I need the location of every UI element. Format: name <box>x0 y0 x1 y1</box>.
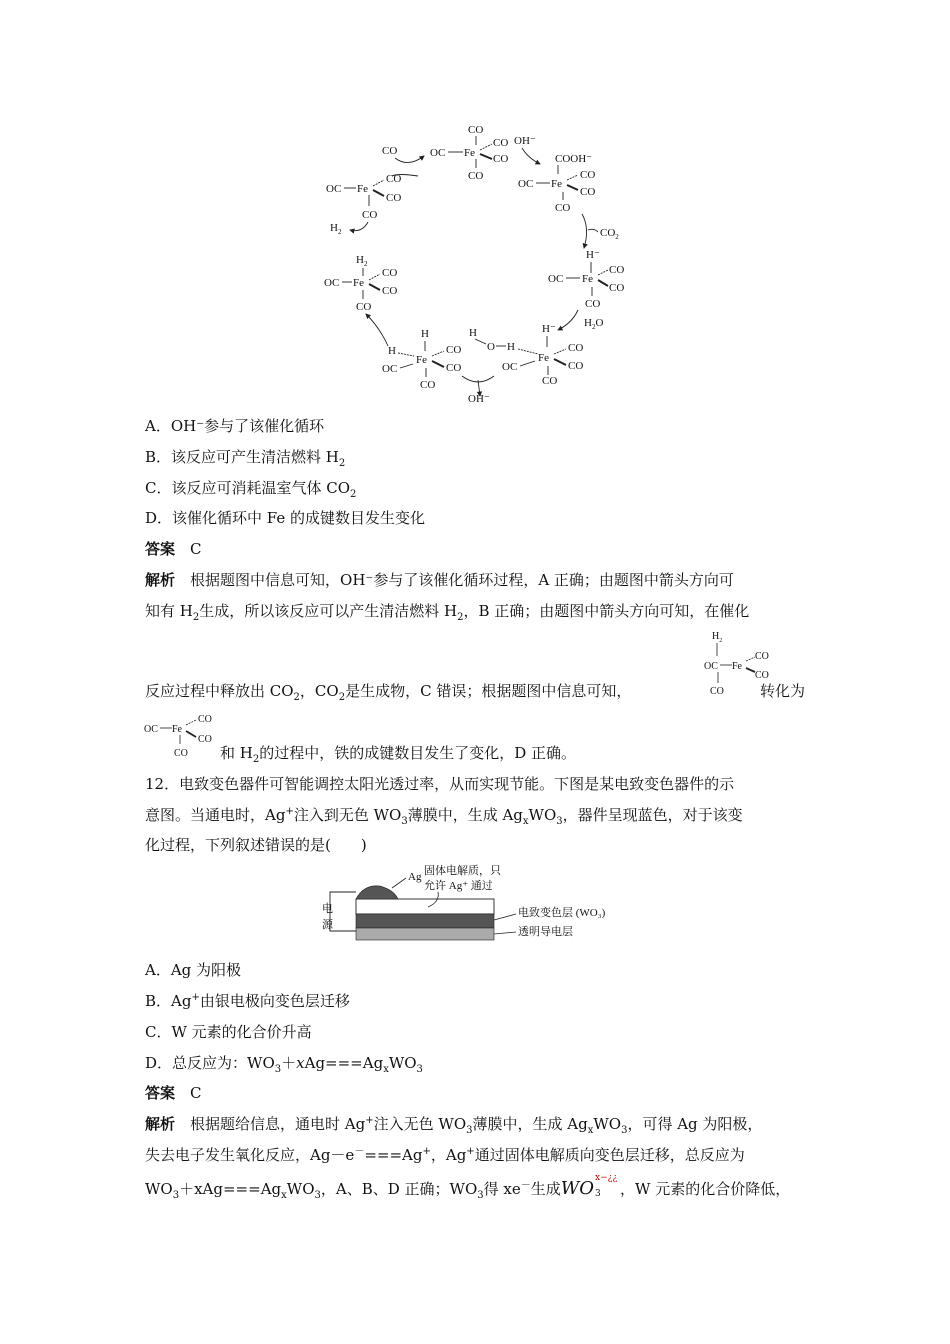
svg-text:CO: CO <box>493 137 509 149</box>
svg-text:Fe: Fe <box>732 661 742 672</box>
q12-option-b: B．Ag+由银电极向变色层迁移 <box>145 992 350 1010</box>
svg-text:Fe: Fe <box>551 178 562 190</box>
svg-text:CO: CO <box>609 264 625 276</box>
svg-text:CO: CO <box>468 170 484 182</box>
svg-text:Fe: Fe <box>464 147 475 159</box>
q11-analysis-line-1: 解析 根据题图中信息可知，OH⁻参与了该催化循环过程，A 正确；由题图中箭头方向可 <box>145 571 734 589</box>
svg-text:OC: OC <box>704 661 718 672</box>
svg-text:源: 源 <box>322 919 333 931</box>
oh-out: OH⁻ <box>468 393 490 405</box>
svg-text:允许 Ag⁺ 通过: 允许 Ag⁺ 通过 <box>424 880 493 892</box>
q11-analysis-line-3: 反应过程中释放出 $CO_2$，$CO_2$是生成物，C 错误；根据题图中信息可知， <box>145 682 632 703</box>
svg-text:CO: CO <box>493 153 509 165</box>
svg-text:H: H <box>421 328 429 340</box>
q12-option-c: C．W 元素的化合价升高 <box>145 1023 312 1041</box>
svg-text:CO: CO <box>386 173 402 185</box>
svg-text:OC: OC <box>518 178 534 190</box>
complex-lower-right <box>502 323 583 387</box>
q12-stem-line-2: 意图。当通电时，Ag+注入到无色 $WO_3$薄膜中，生成 $Ag_xWO_3$，器件呈现蓝色，对于该变 <box>145 806 743 827</box>
svg-text:Ag: Ag <box>408 871 422 883</box>
q12-stem-line-1: 12．电致变色器件可智能调控太阳光透过率，从而实现节能。下图是某电致变色器件的示 <box>145 775 735 793</box>
complex-lower-left <box>382 328 461 391</box>
h2o-in: $H_2O$ <box>584 317 604 331</box>
svg-text:电致变色层 (WO₃): 电致变色层 (WO₃) <box>518 907 606 919</box>
svg-text:CO: CO <box>446 344 462 356</box>
svg-text:CO: CO <box>609 282 625 294</box>
q12-analysis-line-2: 失去电子发生氧化反应，Ag－e－===Ag+，Ag+通过固体电解质向变色层迁移，总反应为 <box>145 1146 745 1164</box>
svg-text:固体电解质，只: 固体电解质，只 <box>424 865 501 877</box>
q12-option-d: D．总反应为：$WO_3+xAg===Ag_xWO_3$ <box>145 1054 423 1075</box>
svg-text:H: H <box>469 327 477 339</box>
h2-out: $H_2$ <box>330 222 342 236</box>
svg-text:CO: CO <box>174 748 188 759</box>
svg-text:CO: CO <box>382 267 398 279</box>
svg-text:CO: CO <box>468 124 484 136</box>
svg-text:CO: CO <box>386 192 402 204</box>
svg-text:CO: CO <box>580 186 596 198</box>
q11-analysis-line-4: 和 $H_2$的过程中，铁的成键数目发生了变化，D 正确。 <box>220 744 577 765</box>
svg-text:Fe: Fe <box>357 183 368 195</box>
svg-text:OC: OC <box>144 724 158 735</box>
q12-option-a: A．Ag 为阳极 <box>145 961 242 979</box>
svg-text:Fe: Fe <box>353 277 364 289</box>
svg-text:H: H <box>388 345 396 357</box>
q11-analysis-line-2: 知有 $H_2$生成，所以该反应可以产生清洁燃料 $H_2$，B 正确；由题图中箭头方向可知，在催化 <box>145 602 750 623</box>
svg-text:CO: CO <box>585 298 601 310</box>
svg-text:OH⁻: OH⁻ <box>514 135 536 147</box>
svg-text:H⁻: H⁻ <box>586 249 600 261</box>
svg-text:OC: OC <box>326 183 342 195</box>
svg-text:CO: CO <box>420 379 436 391</box>
svg-text:OC: OC <box>324 277 340 289</box>
q11-answer: 答案 C <box>145 540 202 558</box>
water-bridge <box>469 327 515 353</box>
svg-text:OC: OC <box>548 273 564 285</box>
incoming-co: CO <box>382 145 398 157</box>
svg-text:电: 电 <box>322 903 333 915</box>
complex-upper-right <box>514 135 595 214</box>
complex-right-middle <box>548 249 624 310</box>
q11-option-d: D．该催化循环中 Fe 的成键数目发生变化 <box>145 509 426 527</box>
svg-text:H: H <box>507 341 515 353</box>
svg-text:CO: CO <box>555 202 571 214</box>
svg-text:CO: CO <box>755 670 769 681</box>
svg-text:OC: OC <box>430 147 446 159</box>
q11-option-c: C．该反应可消耗温室气体 $CO_2$ <box>145 479 357 500</box>
svg-text:H2: $H_2$ <box>712 631 723 644</box>
q12-stem-line-3: 化过程，下列叙述错误的是( ) <box>145 836 367 854</box>
svg-text:OC: OC <box>382 363 398 375</box>
svg-text:CO: CO <box>356 301 372 313</box>
svg-text:CO: CO <box>568 360 584 372</box>
q11-analysis-line-3-tail: 转化为 <box>760 682 806 700</box>
q12-analysis-line-1: 解析 根据题给信息，通电时 Ag+注入无色 $WO_3$薄膜中，生成 $Ag_xWO_3$，可得 Ag 为阳极， <box>145 1115 763 1136</box>
svg-text:Fe: Fe <box>538 352 549 364</box>
svg-text:CO: CO <box>755 651 769 662</box>
complex-left-middle <box>324 254 397 313</box>
fe-co-complex-structure <box>140 710 225 760</box>
svg-text:CO: CO <box>198 734 212 745</box>
svg-text:CO: CO <box>362 209 378 221</box>
complex-top <box>430 124 508 182</box>
q12-answer: 答案 C <box>145 1084 202 1102</box>
q11-option-a: A．OH⁻参与了该催化循环 <box>145 417 325 435</box>
q12-analysis-line-3: $WO_3+xAg===Ag_xWO_3$，A、B、D 正确；$WO_3$得 xe－生成WO x−¿¿ 3 ，W 元素的化合价降低， <box>145 1173 791 1201</box>
svg-text:透明导电层: 透明导电层 <box>518 926 573 938</box>
svg-text:Fe: Fe <box>582 273 593 285</box>
svg-text:H2: $H_2$ <box>356 254 368 268</box>
complex-upper-left <box>326 173 401 221</box>
svg-text:CO: CO <box>710 686 724 697</box>
svg-text:CO: CO <box>198 714 212 725</box>
svg-text:CO: CO <box>542 375 558 387</box>
svg-text:CO: CO <box>568 342 584 354</box>
svg-text:O: O <box>487 341 495 353</box>
q11-option-b: B．该反应可产生清洁燃料 $H_2$ <box>145 448 346 469</box>
co2-out: $CO_2$ <box>600 227 619 241</box>
svg-text:OC: OC <box>502 361 518 373</box>
svg-text:Fe: Fe <box>416 354 427 366</box>
svg-text:CO: CO <box>382 285 398 297</box>
svg-text:H⁻: H⁻ <box>542 323 556 335</box>
electrochromic-device-diagram <box>320 862 640 950</box>
catalytic-cycle-diagram <box>300 118 650 410</box>
svg-text:CO: CO <box>446 362 462 374</box>
svg-text:COOH⁻: COOH⁻ <box>555 153 592 165</box>
svg-text:Fe: Fe <box>172 724 182 735</box>
svg-text:CO: CO <box>580 169 596 181</box>
